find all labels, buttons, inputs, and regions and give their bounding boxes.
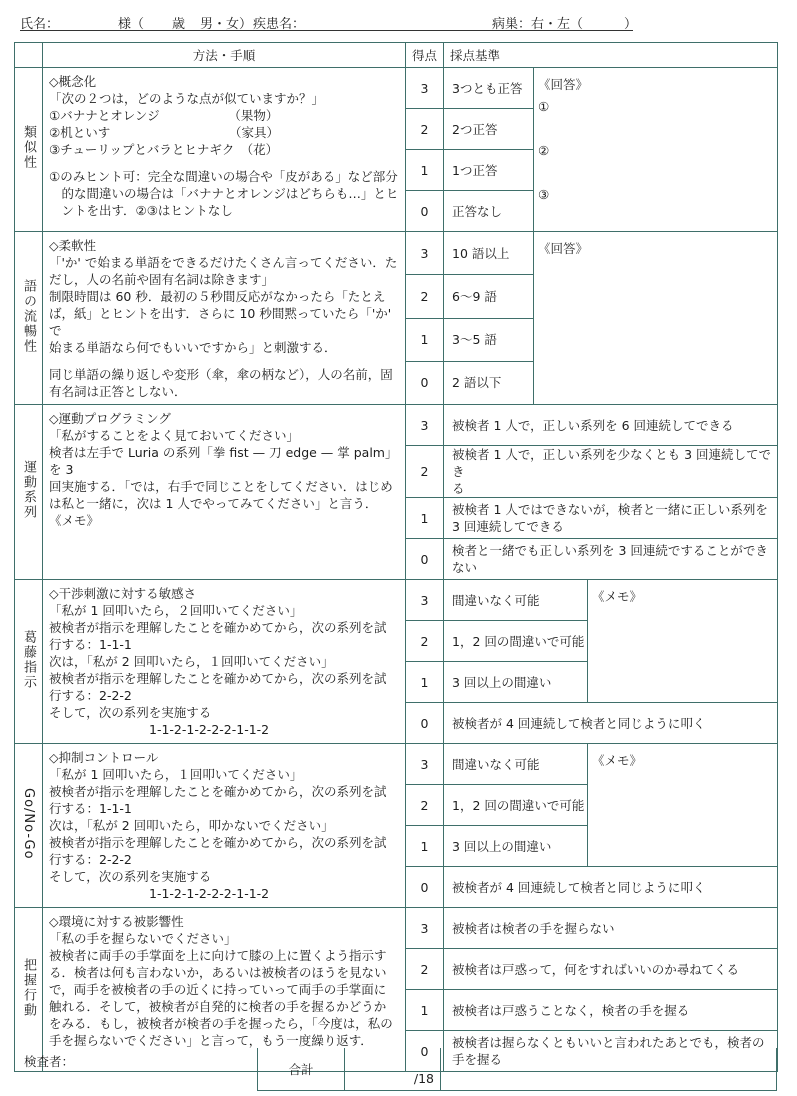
category-conflicting-instructions: 葛藤指示: [15, 580, 43, 744]
criterion-cell: 3 回以上の間違い: [444, 826, 588, 867]
procedure-go-nogo: ◇抑制コントロール 「私が 1 回叩いたら，１回叩いてください」 被検者が指示を理解したことを確かめてから，次の系列を試 行する：1-1-1 次は，「私が 2 回叩いたら，叩かないでください」 被検者が指示を理解したことを確かめてから，次の系列を試 行する：2-2-2 そして，次の系列を実施する 1-1-2-1-2-2-2-1-1-2: [43, 744, 406, 908]
score-cell: 0: [406, 703, 444, 744]
header-category: [15, 43, 43, 68]
procedure-fluency: ◇柔軟性 「'か' で始まる単語をできるだけたくさん言ってください．た だし，人の名前や固有名詞は除きます」 制限時間は 60 秒．最初の５秒間反応がなかったら「たとえ ば，紙」とヒントを出す．さらに 10 秒間黙っていたら「'か' で 始まる単語なら何でもいいですから」と刺激する． 同じ単語の繰り返しや変形（傘，傘の柄など），人の名前，固 有名詞は正答としない．: [43, 232, 406, 405]
total-label: 合計: [257, 1048, 345, 1091]
age-label: 歳: [172, 17, 186, 32]
criterion-cell: 正答なし: [444, 191, 534, 232]
criterion-cell: 1つ正答: [444, 150, 534, 191]
criterion-cell: 検者と一緒でも正しい系列を 3 回連続ですることができ ない: [444, 539, 778, 580]
memo-box[interactable]: 《メモ》: [588, 744, 778, 867]
header: [20, 13, 780, 31]
sama-label: 様（: [118, 17, 145, 32]
footer: [14, 1048, 777, 1091]
criterion-cell: 3 回以上の間違い: [444, 662, 588, 703]
criterion-cell: 被検者が 4 回連続して検者と同じように叩く: [444, 867, 778, 908]
criterion-cell: 1，2 回の間違いで可能: [444, 621, 588, 662]
score-cell: 1: [406, 662, 444, 703]
criterion-cell: 間違いなく可能: [444, 580, 588, 621]
score-cell: 3: [406, 908, 444, 949]
score-cell: 1: [406, 990, 444, 1031]
score-cell: 3: [406, 232, 444, 275]
score-cell: 0: [406, 539, 444, 580]
name-label: 氏名：: [20, 17, 60, 32]
category-motor-series: 運動系列: [15, 405, 43, 580]
criterion-cell: 2つ正答: [444, 109, 534, 150]
criterion-cell: 1，2 回の間違いで可能: [444, 785, 588, 826]
category-fluency: 語の流暢性: [15, 232, 43, 405]
criterion-cell: 被検者は検者の手を握らない: [444, 908, 778, 949]
ward-label: 病巣：右・左（: [492, 17, 584, 32]
sex-label: 男・女）: [200, 17, 253, 32]
score-cell: 2: [406, 446, 444, 498]
examiner-label: 検査者：: [24, 1054, 75, 1069]
criterion-cell: 10 語以上: [444, 232, 534, 275]
criterion-cell: 被検者が 4 回連続して検者と同じように叩く: [444, 703, 778, 744]
score-cell: 3: [406, 68, 444, 109]
score-cell: 3: [406, 405, 444, 446]
score-cell: 1: [406, 150, 444, 191]
criterion-cell: 2 語以下: [444, 361, 534, 404]
category-go-nogo: Go/No-Go: [15, 744, 43, 908]
criterion-cell: 被検者 1 人で，正しい系列を少なくとも 3 回連続してでき る: [444, 446, 778, 498]
answer-box[interactable]: 《回答》: [534, 232, 778, 405]
criterion-cell: 被検者 1 人で，正しい系列を 6 回連続してできる: [444, 405, 778, 446]
score-cell: 0: [406, 361, 444, 404]
score-cell: 2: [406, 621, 444, 662]
score-cell: 0: [406, 1031, 444, 1072]
criterion-cell: 被検者は戸惑うことなく，検者の手を握る: [444, 990, 778, 1031]
assessment-table: [14, 42, 778, 1072]
footer-blank-cell: [441, 1048, 777, 1091]
procedure-motor-series: ◇運動プログラミング 「私がすることをよく見ておいてください」 検者は左手で Luria の系列「拳 fist — 刀 edge — 掌 palm」を 3 回実施する．「では，右手で同じことをしてください．はじめ は私と一緒に，次は 1 人でやってみてください」と言う． 《メモ》: [43, 405, 406, 580]
score-cell: 2: [406, 949, 444, 990]
criterion-cell: 3〜5 語: [444, 318, 534, 361]
score-cell: 2: [406, 109, 444, 150]
disease-label: 疾患名：: [253, 17, 306, 32]
score-cell: 2: [406, 785, 444, 826]
criterion-cell: 3つとも正答: [444, 68, 534, 109]
procedure-grasping: ◇環境に対する被影響性 「私の手を握らないでください」 被検者に両手の手掌面を上に向けて膝の上に置くよう指示す る．検者は何も言わないか，あるいは被検者のほうを見ない で，両手を被検者の手の近くに持っていって両手の手掌面に 触れる．そして，被検者が自発的に検者の手を握るかどうか をみる．もし，被検者が検者の手を握ったら，「今度は，私の 手を握らないでください」と言って，もう一度繰り返す．: [43, 908, 406, 1072]
score-cell: 1: [406, 498, 444, 539]
memo-box[interactable]: 《メモ》: [588, 580, 778, 703]
category-grasping: 把握行動: [15, 908, 43, 1072]
score-cell: 1: [406, 826, 444, 867]
header-underline: [20, 30, 633, 31]
total-denominator: /18: [413, 1071, 434, 1086]
category-similarity: 類似性: [15, 68, 43, 232]
total-score-box[interactable]: [345, 1048, 441, 1091]
criterion-cell: 被検者は戸惑って，何をすればいいのか尋ねてくる: [444, 949, 778, 990]
ward-close: ）: [624, 17, 638, 32]
criterion-cell: 被検者 1 人ではできないが，検者と一緒に正しい系列を 3 回連続してできる: [444, 498, 778, 539]
score-cell: 0: [406, 867, 444, 908]
header-criteria: 採点基準: [444, 43, 778, 68]
score-cell: 3: [406, 580, 444, 621]
answer-box[interactable]: 《回答》 ① ② ③: [534, 68, 778, 232]
score-cell: 3: [406, 744, 444, 785]
score-cell: 1: [406, 318, 444, 361]
header-score: 得点: [406, 43, 444, 68]
header-method: 方法・手順: [43, 43, 406, 68]
criterion-cell: 間違いなく可能: [444, 744, 588, 785]
procedure-similarity: ◇概念化 「次の２つは，どのような点が似ていますか？」 ①バナナとオレンジ （果物） ②机といす （家具） ③チューリップとバラとヒナギク （花） ①のみヒント可：完全な間違いの場合や「皮がある」など部分 的な間違いの場合は「バナナとオレンジはどちらも…」とヒ ントを出す．②③はヒントなし: [43, 68, 406, 232]
criterion-cell: 被検者は握らなくともいいと言われたあとでも，検者の 手を握る: [444, 1031, 778, 1072]
score-cell: 0: [406, 191, 444, 232]
score-cell: 2: [406, 275, 444, 318]
procedure-conflicting-instructions: ◇干渉刺激に対する敏感さ 「私が 1 回叩いたら，２回叩いてください」 被検者が指示を理解したことを確かめてから，次の系列を試 行する：1-1-1 次は，「私が 2 回叩いたら，１回叩いてください」 被検者が指示を理解したことを確かめてから，次の系列を試 行する：2-2-2 そして，次の系列を実施する 1-1-2-1-2-2-2-1-1-2: [43, 580, 406, 744]
criterion-cell: 6〜9 語: [444, 275, 534, 318]
